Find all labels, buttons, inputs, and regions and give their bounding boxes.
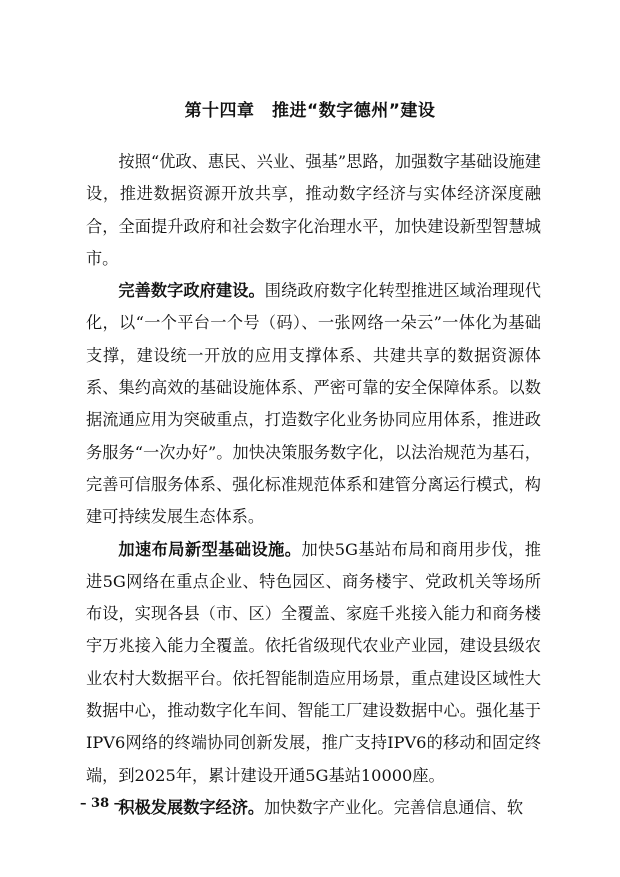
digital-government-text: 围绕政府数字化转型推进区域治理现代化，以“一个平台一个号（码）、一张网络一朵云”一体化为基础支撑，建设统一开放的应用支撑体系、共建共享的数据资源体系、集约高效的基础设施体系、严密可靠的安全保障体系。以数据流通应用为突破重点，打造数字化业务协同应用体系，推进政务服务“一次办好”。加快决策服务数字化，以法治规范为基石，完善可信服务体系、强化标准规范体系和建管分离运行模式，构建可持续发展生态体系。 bbox=[86, 281, 541, 527]
intro-paragraph bbox=[86, 146, 541, 275]
new-infrastructure-text: 加快5G基站布局和商用步伐，推进5G网络在重点企业、特色园区、商务楼宇、党政机关等场所布设，实现各县（市、区）全覆盖、家庭千兆接入能力和商务楼宇万兆接入能力全覆盖。依托省级现代农业产业园，建设县级农业农村大数据平台。依托智能制造应用场景，重点建设区域性大数据中心，推动数字化车间、智能工厂建设数据中心。强化基于IPV6网络的终端协同创新发展，推广支持IPV6的移动和固定终端，到2025年，累计建设开通5G基站10000座。 bbox=[86, 539, 541, 785]
intro-paragraph-text: 按照“优政、惠民、兴业、强基”思路，加强数字基础设施建设，推进数据资源开放共享，推动数字经济与实体经济深度融合，全面提升政府和社会数字化治理水平，加快建设新型智慧城市。 bbox=[86, 152, 541, 268]
digital-government-heading: 完善数字政府建设。 bbox=[118, 281, 265, 301]
digital-economy-text: 加快数字产业化。完善信息通信、软 bbox=[264, 797, 524, 817]
digital-economy-paragraph bbox=[86, 792, 541, 824]
chapter-title: 第十四章 推进“数字德州”建设 bbox=[184, 101, 436, 121]
digital-economy-heading: 积极发展数字经济。 bbox=[118, 797, 265, 817]
body-text bbox=[86, 146, 541, 824]
new-infrastructure-heading: 加速布局新型基础设施。 bbox=[118, 539, 302, 559]
page-number: – 38 – bbox=[80, 796, 121, 811]
digital-government-paragraph bbox=[86, 275, 541, 533]
new-infrastructure-paragraph bbox=[86, 534, 541, 792]
